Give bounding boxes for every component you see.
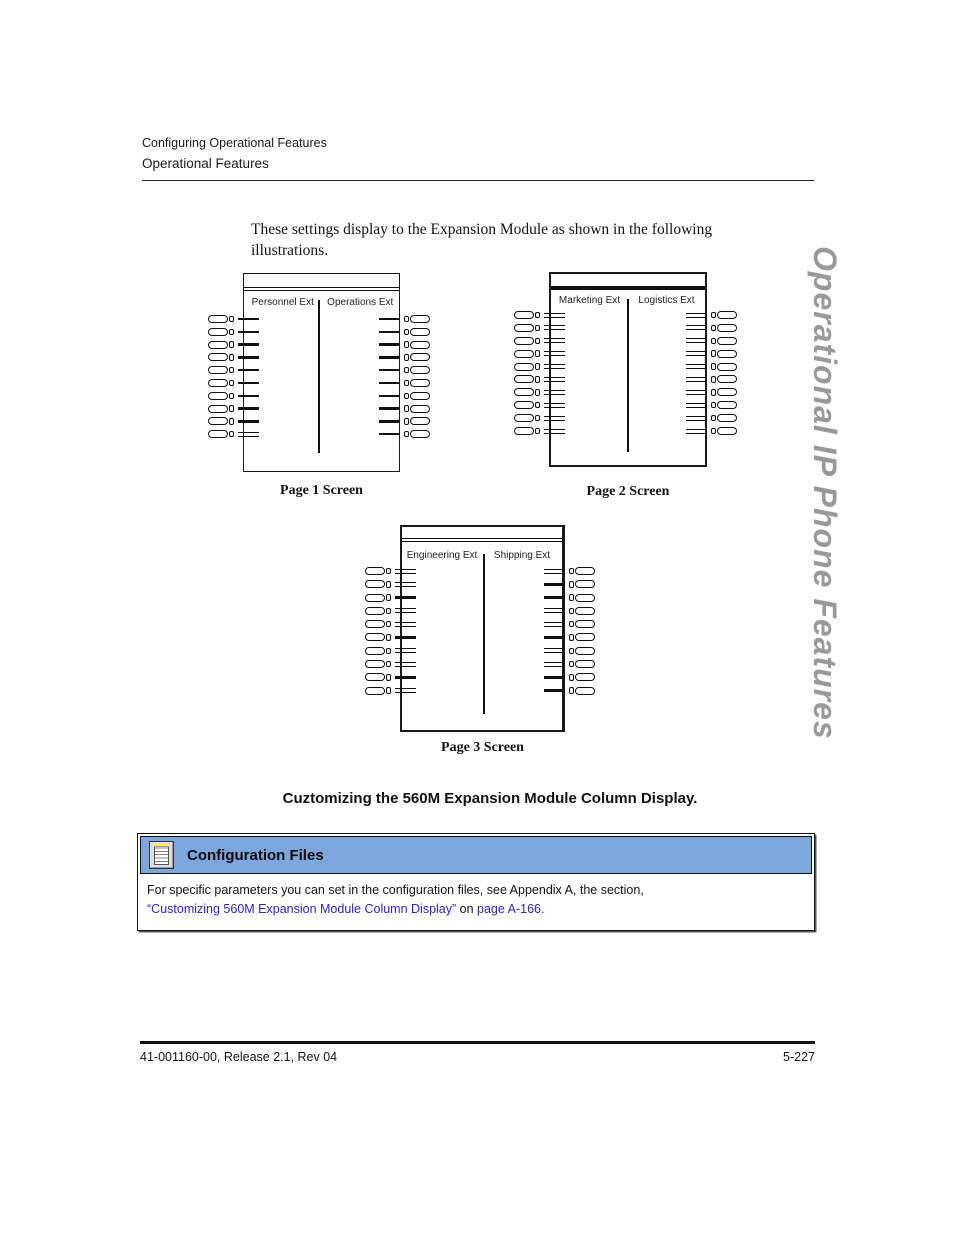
column-label-left: Engineering Ext [406,550,478,561]
key-button [514,414,534,422]
key-connector [386,568,391,575]
page-number: 5-227 [783,1050,815,1064]
key-line [686,403,707,408]
expansion-key-left [511,375,565,384]
module-topline [402,538,562,542]
key-button [514,375,534,383]
key-button [208,315,228,323]
key-button [575,673,595,681]
expansion-key-left [205,340,259,349]
key-button [717,363,737,371]
key-button [410,353,430,361]
key-button [575,567,595,575]
key-connector [535,415,540,422]
key-button [717,414,737,422]
key-line [544,689,565,692]
key-button [717,311,737,319]
expansion-key-right [379,378,430,387]
key-button [514,311,534,319]
expansion-key-right [379,327,430,336]
key-connector [711,415,716,422]
key-button [575,607,595,615]
expansion-key-right [379,366,430,375]
key-line [238,432,259,437]
key-button [365,633,385,641]
key-button [575,647,595,655]
key-connector [535,350,540,357]
key-button [365,580,385,588]
key-connector [386,621,391,628]
expansion-key-right [544,660,595,669]
figure-heading: Cuztomizing the 560M Expansion Module Column Display. [282,790,698,807]
expansion-key-left [511,414,565,423]
header-rule [142,180,814,181]
key-line [379,331,400,334]
expansion-key-left [205,378,259,387]
expansion-key-right [686,401,737,410]
expansion-key-left [362,593,416,602]
key-line [544,416,565,421]
key-line [379,433,400,436]
key-button [717,401,737,409]
key-button [365,687,385,695]
key-line [238,382,259,385]
key-line [686,429,707,434]
key-button [410,366,430,374]
module-topline [244,287,399,291]
key-button [410,341,430,349]
note-body [138,874,814,930]
key-line [544,364,565,369]
key-line [544,662,565,667]
key-line [686,313,707,318]
key-connector [229,405,234,412]
notepad-page [154,844,169,865]
key-line [544,338,565,343]
key-button [365,660,385,668]
key-connector [229,329,234,336]
page-link[interactable]: page A-166. [477,902,545,916]
expansion-key-left [511,388,565,397]
key-button [575,580,595,588]
key-connector [229,367,234,374]
key-button [208,392,228,400]
key-button [514,427,534,435]
expansion-key-right [686,362,737,371]
key-line [238,407,259,410]
key-line [544,377,565,382]
softkeys-left [511,311,565,436]
configuration-files-note [137,833,815,931]
key-line [686,377,707,382]
key-line [544,390,565,395]
column-divider [627,299,629,452]
key-connector [404,405,409,412]
key-line [544,351,565,356]
expansion-key-left [362,606,416,615]
key-connector [404,418,409,425]
key-line [544,569,565,574]
key-line [544,429,565,434]
expansion-key-right [544,593,595,602]
note-text-line1: For specific parameters you can set in the configuration files, see Appendix A, the section, [147,883,644,897]
key-connector [229,380,234,387]
key-button [575,687,595,695]
key-connector [404,431,409,438]
column-divider [483,554,485,714]
expansion-key-left [205,404,259,413]
key-button [208,430,228,438]
key-connector [404,341,409,348]
chapter-sidebar-label: Operational IP Phone Features [807,246,843,740]
key-connector [569,674,574,681]
key-connector [711,325,716,332]
softkeys-right [686,311,737,436]
diagram-caption: Page 2 Screen [586,484,670,499]
expansion-key-right [544,673,595,682]
key-line [379,407,400,410]
notepad-top-strip [154,844,169,847]
key-line [686,390,707,395]
expansion-key-right [686,427,737,436]
key-connector [386,608,391,615]
expansion-key-right [379,353,430,362]
key-connector [386,634,391,641]
key-line [238,420,259,423]
key-line [395,662,416,667]
footer-rule [140,1041,815,1044]
key-line [395,688,416,693]
expansion-key-right [379,340,430,349]
key-line [686,351,707,356]
key-connector [569,621,574,628]
key-connector [569,608,574,615]
diagram-caption: Page 1 Screen [280,483,363,498]
key-line [544,313,565,318]
key-line [379,318,400,321]
expansion-key-left [511,311,565,320]
key-connector [569,634,574,641]
expansion-key-right [686,311,737,320]
expansion-key-right [686,349,737,358]
key-connector [535,338,540,345]
expansion-key-left [362,673,416,682]
expansion-key-right [379,391,430,400]
expansion-module-diagram-page2 [511,272,745,505]
column-label-right: Operations Ext [327,297,394,308]
column-label-right: Logistics Ext [638,295,695,306]
key-line [544,648,565,653]
expansion-key-right [544,633,595,642]
key-button [208,405,228,413]
key-line [544,622,565,627]
footer [140,1050,815,1064]
key-connector [404,316,409,323]
key-connector [386,648,391,655]
key-button [717,324,737,332]
key-line [395,569,416,574]
key-connector [569,581,574,588]
key-button [410,430,430,438]
key-button [717,337,737,345]
softkeys-left [205,315,259,439]
expansion-key-right [544,567,595,576]
key-button [514,337,534,345]
expansion-key-left [205,430,259,439]
key-button [410,392,430,400]
key-connector [535,428,540,435]
key-button [514,401,534,409]
note-title: Configuration Files [187,846,324,864]
expansion-key-right [686,388,737,397]
key-connector [569,661,574,668]
key-button [208,417,228,425]
key-line [395,648,416,653]
column-labels [402,550,562,561]
key-connector [535,402,540,409]
expansion-key-left [205,327,259,336]
expansion-key-left [362,620,416,629]
key-line [686,416,707,421]
key-button [410,328,430,336]
key-line [379,420,400,423]
key-connector [711,376,716,383]
key-line [395,636,416,639]
key-button [514,388,534,396]
key-connector [711,389,716,396]
softkeys-right [379,315,430,439]
expansion-key-right [544,620,595,629]
key-button [208,328,228,336]
expansion-key-left [205,315,259,324]
key-connector [404,367,409,374]
key-button [208,353,228,361]
document-number: 41-001160-00, Release 2.1, Rev 04 [140,1050,338,1064]
softkeys-right [544,567,595,696]
key-button [575,660,595,668]
expansion-key-left [362,660,416,669]
key-button [365,673,385,681]
key-line [238,395,259,398]
key-line [238,331,259,334]
key-line [379,382,400,385]
key-connector [711,428,716,435]
key-connector [386,594,391,601]
key-line [686,364,707,369]
key-connector [711,350,716,357]
key-line [379,369,400,372]
key-button [365,620,385,628]
key-button [717,350,737,358]
expansion-key-left [362,633,416,642]
note-header [140,836,812,874]
key-line [395,582,416,587]
key-connector [711,312,716,319]
key-button [514,363,534,371]
key-button [208,341,228,349]
expansion-key-right [544,686,595,695]
diagram-caption: Page 3 Screen [441,740,524,755]
expansion-key-left [511,323,565,332]
key-button [365,647,385,655]
key-connector [711,363,716,370]
expansion-key-left [362,567,416,576]
expansion-module-diagram-page1 [205,273,438,508]
key-connector [404,393,409,400]
key-connector [386,661,391,668]
key-line [238,318,259,321]
key-button [514,324,534,332]
key-button [514,350,534,358]
key-connector [535,389,540,396]
module-screen [400,525,565,732]
key-button [365,607,385,615]
key-connector [404,354,409,361]
key-button [208,366,228,374]
expansion-key-right [379,404,430,413]
expansion-key-right [544,606,595,615]
key-connector [386,674,391,681]
key-button [410,315,430,323]
module-topline [551,286,705,290]
expansion-key-right [379,417,430,426]
key-connector [569,568,574,575]
key-line [379,356,400,359]
breadcrumb: Configuring Operational Features [142,136,327,150]
expansion-key-left [362,580,416,589]
key-connector [711,338,716,345]
module-screen [243,273,400,472]
key-button [717,427,737,435]
expansion-key-left [511,349,565,358]
expansion-key-left [362,686,416,695]
expansion-key-left [511,336,565,345]
key-button [410,379,430,387]
key-button [575,594,595,602]
key-connector [229,341,234,348]
column-label-left: Personnel Ext [251,297,314,308]
key-button [208,379,228,387]
expansion-key-left [511,427,565,436]
expansion-key-left [205,417,259,426]
key-line [544,583,565,586]
key-connector [404,329,409,336]
column-label-right: Shipping Ext [493,550,551,561]
key-line [686,325,707,330]
key-connector [535,312,540,319]
expansion-key-left [205,353,259,362]
section-title: Operational Features [142,156,269,171]
key-line [544,403,565,408]
key-connector [386,687,391,694]
key-connector [569,648,574,655]
key-connector [229,418,234,425]
softkeys-left [362,567,416,696]
key-button [575,620,595,628]
key-line [379,343,400,346]
key-line [395,622,416,627]
key-line [544,608,565,613]
note-text-mid: on [456,902,478,916]
key-line [686,338,707,343]
module-screen [549,272,707,467]
expansion-key-right [379,430,430,439]
column-label-left: Marketing Ext [558,295,621,306]
key-button [410,417,430,425]
key-connector [569,687,574,694]
key-connector [535,325,540,332]
expansion-key-right [379,315,430,324]
key-line [544,325,565,330]
notepad-icon [149,841,174,869]
expansion-key-left [511,362,565,371]
key-connector [229,316,234,323]
key-button [575,633,595,641]
intro-paragraph: These settings display to the Expansion Module as shown in the following illustrations. [251,221,713,259]
expansion-key-right [686,414,737,423]
key-connector [229,354,234,361]
key-connector [711,402,716,409]
expansion-key-left [205,391,259,400]
key-button [717,388,737,396]
key-line [544,676,565,679]
expansion-key-left [205,366,259,375]
key-button [365,594,385,602]
expansion-key-right [686,323,737,332]
key-connector [535,363,540,370]
key-line [395,676,416,679]
key-button [717,375,737,383]
key-connector [386,581,391,588]
key-connector [535,376,540,383]
column-labels [244,297,399,308]
key-button [410,405,430,413]
key-line [395,596,416,599]
column-divider [318,300,320,453]
expansion-key-right [544,580,595,589]
expansion-key-right [544,646,595,655]
key-connector [229,431,234,438]
key-connector [404,380,409,387]
key-line [395,608,416,613]
key-connector [569,594,574,601]
key-line [544,636,565,639]
section-link[interactable]: “Customizing 560M Expansion Module Column Display” [147,902,457,916]
expansion-key-left [362,646,416,655]
expansion-key-left [511,401,565,410]
key-line [544,596,565,599]
key-line [238,369,259,372]
expansion-module-diagram-page3 [362,525,603,767]
key-line [379,395,400,398]
expansion-key-right [686,375,737,384]
key-connector [229,393,234,400]
expansion-key-right [686,336,737,345]
key-line [238,356,259,359]
key-line [238,343,259,346]
key-button [365,567,385,575]
